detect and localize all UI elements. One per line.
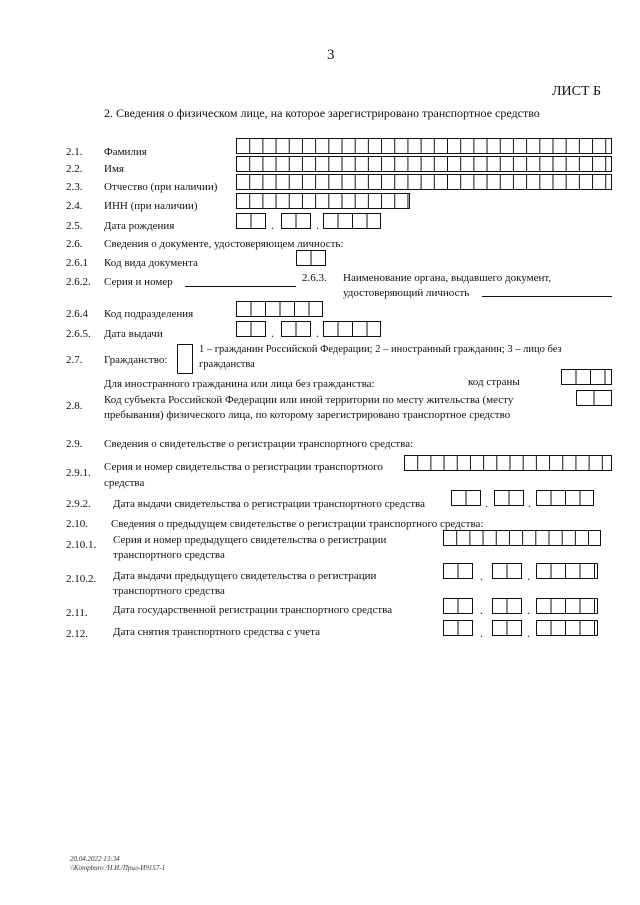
row-number: 2.9. — [66, 438, 83, 450]
field-label: Дата выдачи — [104, 328, 163, 340]
country-code-input[interactable] — [561, 369, 612, 385]
previous-certificate-number-input[interactable] — [443, 530, 601, 546]
field-label: Гражданство: — [104, 354, 168, 366]
row-number: 2.6.2. — [66, 276, 91, 288]
date-separator: . — [271, 218, 274, 232]
field-label: Сведения о документе, удостоверяющем личность: — [104, 238, 344, 250]
date-separator: . — [527, 626, 530, 640]
previous-certificate-day-input[interactable] — [443, 563, 473, 579]
field-label: Дата снятия транспортного средства с учета — [113, 626, 320, 638]
row-number: 2.8. — [66, 400, 83, 412]
field-label: Серия и номер свидетельства о регистрации транспортного — [104, 461, 383, 473]
country-code-label: код страны — [468, 376, 520, 388]
document-type-code-input[interactable] — [296, 250, 326, 266]
row-number: 2.12. — [66, 628, 88, 640]
surname-input[interactable] — [236, 138, 612, 154]
row-number: 2.7. — [66, 354, 83, 366]
previous-certificate-month-input[interactable] — [492, 563, 522, 579]
row-number: 2.10.1. — [66, 539, 97, 551]
document-series-number-line[interactable] — [185, 286, 296, 287]
first-name-input[interactable] — [236, 156, 612, 172]
field-label: транспортного средства — [113, 549, 225, 561]
date-separator: . — [485, 496, 488, 510]
field-label: Серия и номер предыдущего свидетельства о регистрации — [113, 534, 387, 546]
sheet-label: ЛИСТ Б — [552, 84, 602, 99]
field-label: Имя — [104, 163, 124, 175]
registration-year-input[interactable] — [536, 598, 598, 614]
registration-month-input[interactable] — [492, 598, 522, 614]
row-number: 2.9.1. — [66, 467, 91, 479]
row-number: 2.10.2. — [66, 573, 97, 585]
row-number: 2.11. — [66, 607, 88, 619]
department-code-input[interactable] — [236, 301, 323, 317]
row-number: 2.4. — [66, 200, 83, 212]
field-label: удостоверяющий личность — [343, 287, 470, 299]
field-label: Дата государственной регистрации транспортного средства — [113, 604, 393, 616]
date-separator: . — [271, 326, 274, 340]
issue-month-input[interactable] — [281, 321, 311, 337]
inn-input[interactable] — [236, 193, 410, 209]
previous-certificate-year-input[interactable] — [536, 563, 598, 579]
issue-year-input[interactable] — [323, 321, 381, 337]
certificate-issue-month-input[interactable] — [494, 490, 524, 506]
issue-day-input[interactable] — [236, 321, 266, 337]
field-label: транспортного средства — [113, 585, 225, 597]
deregistration-day-input[interactable] — [443, 620, 473, 636]
row-number: 2.6.4 — [66, 308, 88, 320]
footer-timestamp: 20.04.2022 13:34 — [70, 855, 120, 863]
registration-day-input[interactable] — [443, 598, 473, 614]
citizenship-options: гражданства — [199, 359, 255, 370]
field-label: Наименование органа, выдавшего документ, — [343, 272, 552, 284]
date-separator: . — [527, 603, 530, 617]
date-separator: . — [528, 496, 531, 510]
birth-year-input[interactable] — [323, 213, 381, 229]
certificate-issue-day-input[interactable] — [451, 490, 481, 506]
certificate-issue-year-input[interactable] — [536, 490, 594, 506]
date-separator: . — [480, 569, 483, 583]
field-label: Код вида документа — [104, 257, 198, 269]
field-label: Код субъекта Российской Федерации или иной территории по месту жительства (месту — [104, 394, 514, 406]
field-label: Дата выдачи предыдущего свидетельства о регистрации — [113, 570, 377, 582]
patronymic-input[interactable] — [236, 174, 612, 190]
field-label: Дата выдачи свидетельства о регистрации транспортного средства — [113, 498, 425, 510]
date-separator: . — [316, 218, 319, 232]
field-label: Серия и номер — [104, 276, 173, 288]
row-number: 2.6.1 — [66, 257, 88, 269]
citizenship-options: 1 – гражданин Российской Федерации; 2 – иностранный гражданин; 3 – лицо без — [199, 344, 562, 355]
date-separator: . — [527, 569, 530, 583]
section-title: 2. Сведения о физическом лице, на которое зарегистрировано транспортное средство — [104, 106, 540, 120]
row-number: 2.6. — [66, 238, 83, 250]
row-number: 2.3. — [66, 181, 83, 193]
row-number: 2.10. — [66, 518, 88, 530]
deregistration-month-input[interactable] — [492, 620, 522, 636]
field-label: Сведения о предыдущем свидетельстве о регистрации транспортного средства: — [111, 518, 484, 530]
field-label: Сведения о свидетельстве о регистрации транспортного средства: — [104, 438, 414, 450]
field-label: Отчество (при наличии) — [104, 181, 218, 193]
field-label: Для иностранного гражданина или лица без гражданства: — [104, 378, 375, 390]
issuing-authority-line[interactable] — [482, 296, 612, 297]
field-label: ИНН (при наличии) — [104, 200, 198, 212]
row-number: 2.6.3. — [302, 272, 327, 284]
region-code-input[interactable] — [576, 390, 612, 406]
field-label: Дата рождения — [104, 220, 175, 232]
field-label: средства — [104, 477, 145, 489]
citizenship-code-input[interactable] — [177, 344, 193, 374]
birth-day-input[interactable] — [236, 213, 266, 229]
field-label: Фамилия — [104, 146, 147, 158]
row-number: 2.1. — [66, 146, 83, 158]
row-number: 2.9.2. — [66, 498, 91, 510]
page-number: 3 — [327, 47, 335, 63]
date-separator: . — [480, 626, 483, 640]
deregistration-year-input[interactable] — [536, 620, 598, 636]
date-separator: . — [480, 603, 483, 617]
row-number: 2.2. — [66, 163, 83, 175]
footer-file-path: \\Kompburo /Н.И./Прил-И9157-1 — [70, 864, 166, 872]
date-separator: . — [316, 326, 319, 340]
registration-certificate-number-input[interactable] — [404, 455, 612, 471]
row-number: 2.6.5. — [66, 328, 91, 340]
birth-month-input[interactable] — [281, 213, 311, 229]
row-number: 2.5. — [66, 220, 83, 232]
field-label: Код подразделения — [104, 308, 194, 320]
field-label: пребывания) физического лица, по которому зарегистрировано транспортное средство — [104, 409, 511, 421]
